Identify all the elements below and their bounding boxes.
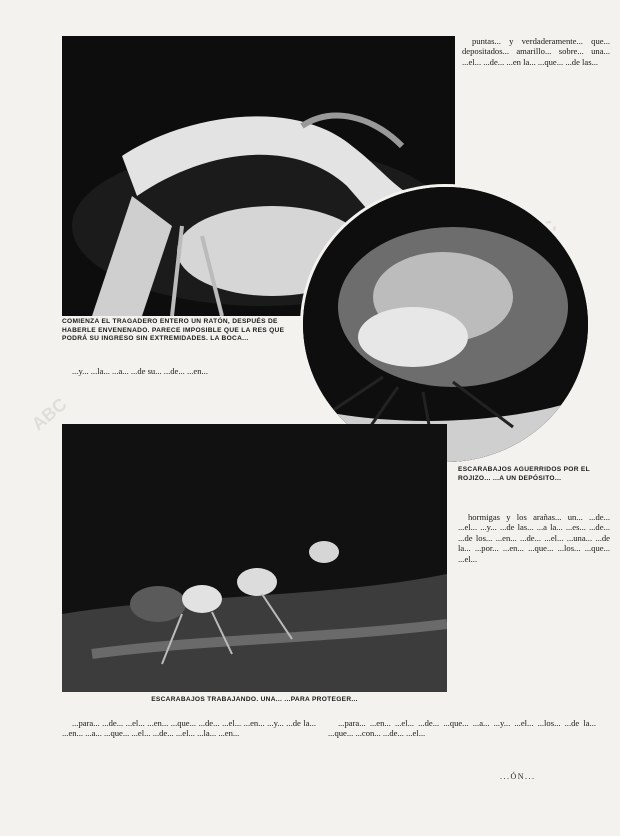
photo-spider-image (303, 187, 588, 462)
text-column-right (458, 512, 610, 746)
text-column-bottom-left (62, 718, 316, 790)
caption-snake-rat: COMIENZA EL TRAGADERO ENTERO UN RATÓN, DESPUÉS DE HABERLE ENVENENADO. PARECE IMPOSIBLE QUE LA RES QUE PODRÁ SU INGRESO SIN EXTREMIDADES. LA BOCA... (62, 318, 285, 343)
author-signature: ...ÓN... (500, 772, 536, 781)
watermark: ABC (27, 393, 71, 435)
paragraph: hormigas y los arañas... un... ...de... ...el... ...y... ...de las... ...a la... ...es... ...de... ...de los... ...en... ...de... ...el... ...una... ...de la... ...por... ...en... ...que... ...los... ...que... ...el... (458, 512, 610, 564)
paragraph: ...para... ...de... ...el... ...en... ...que... ...de... ...el... ...en... ...y... ...de la... ...en... ...a... ...que... ...el... ...de... ...el... ...la... ...en... (62, 718, 316, 739)
text-column-top-right (462, 36, 610, 181)
paragraph: ...y... ...la... ...a... ...de su... ...de... ...en... (72, 366, 208, 376)
photo-beetles (62, 424, 447, 692)
paragraph: puntas... y verdaderamente... que... depositados... amarillo... sobre... una... ...el... ...de... ...en la... ...que... ...de las... (462, 36, 610, 67)
photo-beetles-image (62, 424, 447, 692)
caption-ants: ESCARABAJOS AGUERRIDOS POR EL ROJIZO... ...A UN DEPÓSITO... (458, 466, 590, 482)
text-column-bottom-middle (328, 718, 596, 770)
photo-spider (300, 184, 591, 465)
paragraph: ...para... ...en... ...el... ...de... ...que... ...a... ...y... ...el... ...los... ...de la... ...que... ...con... ...de... ...el... (328, 718, 596, 739)
caption-beetles: ESCARABAJOS TRABAJANDO. UNA... ...PARA PROTEGER... (151, 696, 358, 703)
text-column-middle-left (62, 366, 297, 414)
